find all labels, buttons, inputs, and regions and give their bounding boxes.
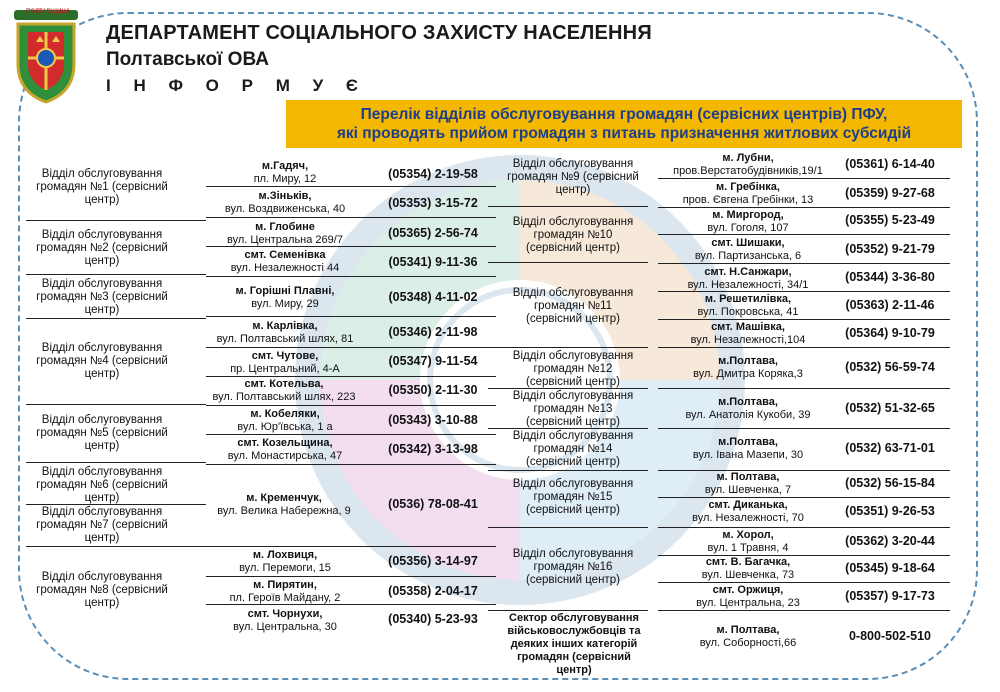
location-hlobyne: м. Глобине вул. Центральна 269/7 — [227, 221, 343, 246]
phone-kotelva: (05350) 2-11-30 — [388, 383, 478, 397]
location-karlivka: м. Карлівка, вул. Полтавський шлях, 81 — [216, 320, 354, 345]
poltava-region-emblem — [8, 6, 84, 106]
location-shyshaky: смт. Шишаки, вул. Партизанська, 6 — [694, 237, 802, 262]
service-center-8: Відділ обслуговування громадян №8 (сервісний центр) — [36, 571, 168, 609]
phone-novi-sanzhary: (05344) 3-36-80 — [845, 270, 935, 284]
phone-hlobyne: (05365) 2-56-74 — [388, 226, 478, 240]
service-center-6: Відділ обслуговування громадян №6 (сервісний центр) — [36, 466, 168, 504]
phone-lubny: (05361) 6-14-40 — [845, 157, 935, 171]
location-mashivka: смт. Машівка, вул. Незалежності,104 — [690, 321, 806, 346]
location-khorol: м. Хорол, вул. 1 Травня, 4 — [707, 529, 789, 554]
phone-karlivka: (05346) 2-11-98 — [388, 325, 478, 339]
service-center-12: Відділ обслуговування громадян №12 (сервісний центр) — [512, 350, 634, 388]
phone-kobeliaky: (05343) 3-10-88 — [388, 413, 478, 427]
location-hrebinka: м. Гребінка, пров. Євгена Гребінки, 13 — [682, 181, 814, 206]
phone-mashivka: (05364) 9-10-79 — [845, 326, 935, 340]
location-chutove: смт. Чутове, пр. Центральний, 4-А — [230, 350, 340, 375]
location-dykanka: смт. Диканька, вул. Незалежності, 70 — [692, 499, 804, 524]
location-poltava-koriaka: м.Полтава, вул. Дмитра Коряка,3 — [693, 355, 803, 380]
phone-hrebinka: (05359) 9-27-68 — [845, 186, 935, 200]
location-poltava-sobornosti: м. Полтава, вул. Соборності,66 — [699, 624, 797, 649]
banner-line-1: Перелік відділів обслуговування громадян (сервісних центрів) ПФУ, — [360, 106, 888, 123]
location-orzhytsia: смт. Оржиця, вул. Центральна, 23 — [696, 584, 800, 609]
phone-shyshaky: (05352) 9-21-79 — [845, 242, 935, 256]
phone-poltava-kukoby: (0532) 51-32-65 — [845, 401, 935, 415]
location-kobeliaky: м. Кобеляки, вул. Юр'ївська, 1 а — [237, 408, 333, 433]
phone-chornukhy: (05340) 5-23-93 — [388, 612, 478, 626]
phone-myrhorod: (05355) 5-23-49 — [845, 213, 935, 227]
service-center-11: Відділ обслуговування громадян №11 (сервісний центр) — [512, 287, 634, 325]
location-novi-sanzhary: смт. Н.Санжари, вул. Незалежності, 34/1 — [687, 266, 809, 291]
location-myrhorod: м. Миргород, вул. Гоголя, 107 — [707, 209, 789, 234]
phone-dykanka: (05351) 9-26-53 — [845, 504, 935, 518]
location-lubny: м. Лубни, пров.Верстатобудівників,19/1 — [673, 152, 823, 177]
phone-khorol: (05362) 3-20-44 — [845, 534, 935, 548]
location-horishni-plavni: м. Горішні Плавні, вул. Миру, 29 — [235, 285, 335, 310]
location-hadiach: м.Гадяч, пл. Миру, 12 — [253, 160, 317, 185]
service-center-10: Відділ обслуговування громадян №10 (сервісний центр) — [512, 216, 634, 254]
location-zinkiv: м.Зіньків, вул. Воздвиженська, 40 — [224, 190, 346, 215]
emblem-caption: ПОЛТАВЩИНА — [26, 9, 71, 15]
location-chornukhy: смт. Чорнухи, вул. Центральна, 30 — [233, 608, 337, 633]
phone-lokhvytsia: (05356) 3-14-97 — [388, 554, 478, 568]
service-center-16: Відділ обслуговування громадян №16 (сервісний центр) — [512, 548, 634, 586]
location-velyka-bahachka: смт. В. Багачка, вул. Шевченка, 73 — [701, 556, 795, 581]
phone-velyka-bahachka: (05345) 9-18-64 — [845, 561, 935, 575]
location-kotelva: смт. Котельва, вул. Полтавський шлях, 223 — [212, 378, 356, 403]
service-center-3: Відділ обслуговування громадян №3 (сервісний центр) — [36, 278, 168, 316]
service-center-2: Відділ обслуговування громадян №2 (сервісний центр) — [36, 229, 168, 267]
location-poltava-kukoby: м.Полтава, вул. Анатолія Кукоби, 39 — [685, 396, 811, 421]
location-kozelshchyna: смт. Козельщина, вул. Монастирська, 47 — [227, 437, 343, 462]
phone-horishni-plavni: (05348) 4-11-02 — [388, 290, 478, 304]
phone-kremenchuk: (0536) 78-08-41 — [388, 497, 478, 511]
location-poltava-mazepy: м.Полтава, вул. Івана Мазепи, 30 — [692, 436, 804, 461]
service-center-1: Відділ обслуговування громадян №1 (сервісний центр) — [36, 168, 168, 206]
informs-heading: І Н Ф О Р М У Є — [106, 76, 367, 95]
phone-poltava-koriaka: (0532) 56-59-74 — [845, 360, 935, 374]
location-semenivka: смт. Семенівка вул. Незалежності 44 — [230, 249, 340, 274]
location-poltava-shevchenka: м. Полтава, вул. Шевченка, 7 — [704, 471, 792, 496]
service-center-5: Відділ обслуговування громадян №5 (сервісний центр) — [36, 414, 168, 452]
service-center-15: Відділ обслуговування громадян №15 (сервісний центр) — [512, 478, 634, 516]
department-subtitle: Полтавської ОВА — [106, 49, 269, 70]
phone-semenivka: (05341) 9-11-36 — [388, 255, 478, 269]
title-banner — [286, 100, 962, 148]
phone-reshetylivka: (05363) 2-11-46 — [845, 298, 935, 312]
service-center-4: Відділ обслуговування громадян №4 (сервісний центр) — [36, 342, 168, 380]
phone-zinkiv: (05353) 3-15-72 — [388, 196, 478, 210]
banner-line-2: які проводять прийом громадян з питань призначення житлових субсидій — [336, 125, 912, 142]
service-center-9: Відділ обслуговування громадян №9 (сервісний центр) — [507, 158, 639, 196]
department-title: ДЕПАРТАМЕНТ СОЦІАЛЬНОГО ЗАХИСТУ НАСЕЛЕННЯ — [106, 22, 652, 44]
service-center-14: Відділ обслуговування громадян №14 (сервісний центр) — [512, 430, 634, 468]
service-center-13: Відділ обслуговування громадян №13 (сервісний центр) — [512, 390, 634, 428]
phone-kozelshchyna: (05342) 3-13-98 — [388, 442, 478, 456]
phone-orzhytsia: (05357) 9-17-73 — [845, 589, 935, 603]
location-pyriatyn: м. Пирятин, пл. Героїв Майдану, 2 — [229, 579, 341, 604]
location-reshetylivka: м. Решетилівка, вул. Покровська, 41 — [697, 293, 799, 318]
phone-pyriatyn: (05358) 2-04-17 — [388, 584, 478, 598]
phone-poltava-shevchenka: (0532) 56-15-84 — [845, 476, 935, 490]
service-center-7: Відділ обслуговування громадян №7 (сервісний центр) — [36, 506, 168, 544]
phone-poltava-mazepy: (0532) 63-71-01 — [845, 441, 935, 455]
phone-hadiach: (05354) 2-19-58 — [388, 167, 478, 181]
phone-hotline: 0-800-502-510 — [848, 629, 931, 643]
military-service-sector: Сектор обслуговування військовослужбовців та деяких інших категорій громадян (сервісний центр) — [507, 612, 641, 676]
location-lokhvytsia: м. Лохвиця, вул. Перемоги, 15 — [239, 549, 331, 574]
phone-chutove: (05347) 9-11-54 — [388, 354, 478, 368]
location-kremenchuk: м. Кременчук, вул. Велика Набережна, 9 — [217, 492, 351, 517]
